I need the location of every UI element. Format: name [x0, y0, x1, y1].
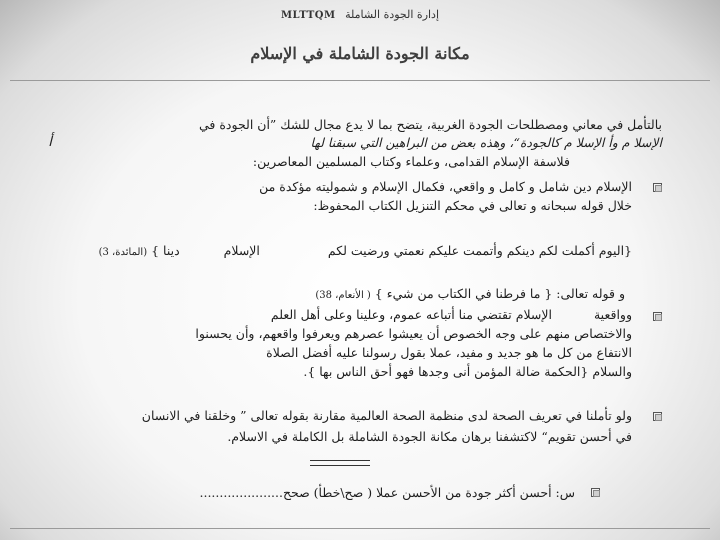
separator-double-line — [310, 460, 370, 466]
text-line-4: الإسلام دين شامل و كامل و واقعي، فكمال الإسلام و شموليته مؤكدة من — [259, 179, 632, 194]
verse-2-ref: ( الأنعام، 38) — [315, 290, 371, 301]
slide-title: مكانة الجودة الشاملة في الإسلام — [250, 44, 470, 63]
text-line-2-body: الإسلا م وأ الإسلا م كالجودة“، وهذه بعض من البراهين التي سبقنا لها — [310, 135, 662, 150]
header-divider — [10, 80, 710, 81]
text-line-9: والاختصاص منهم على وجه الخصوص أن يعيشوا عصرهم ويعرفوا واقعهم، وأن يحسنوا — [195, 326, 632, 341]
text-line-1: بالتأمل في معاني ومصطلحات الجودة الغربية، يتضح بما لا يدع مجال للشك ”أن الجودة في — [199, 117, 662, 132]
bullet-3-icon — [653, 412, 662, 421]
text-line-10: الانتفاع من كل ما هو جديد و مفيد، عملا بقول رسولنا عليه أفضل الصلاة — [266, 345, 632, 360]
text-line-8-b: الإسلام تقتضي منا أتباعه عموم، وعلينا وعلى أهل العلم — [270, 307, 552, 322]
verse-1-part-a: {اليوم أكملت لكم دينكم وأتممت عليكم نعمتي ورضيت لكم — [327, 243, 632, 258]
slide-header — [0, 8, 720, 21]
verse-1-part-c: دينا } — [151, 243, 180, 258]
bullet-2-icon — [653, 312, 662, 321]
verse-2-text: و قوله تعالى: { ما فرطنا في الكتاب من شيء } — [374, 286, 625, 301]
text-line-2 — [311, 134, 662, 151]
header-acronym: MLTTQM — [280, 10, 336, 21]
verse-1-part-b: الإسلام — [223, 243, 260, 258]
text-line-12: ولو تأملنا في تعريف الصحة لدى منظمة الصحة العالمية مقارنة بقوله تعالى ” وخلقنا في الانسان — [141, 408, 632, 423]
text-line-3: فلاسفة الإسلام القدامى، وعلماء وكتاب المسلمين المعاصرين: — [252, 154, 570, 169]
verse-1-ref: (المائدة، 3) — [98, 247, 148, 258]
question-line: س: أحسن أكثر جودة من الأحسن عملا ( صح\خطأ) صحح..................... — [199, 485, 575, 500]
text-line-8 — [271, 306, 632, 323]
text-line-11: والسلام {الحكمة ضالة المؤمن أنى وجدها فهو أحق الناس بها }. — [303, 364, 632, 379]
header-org: إدارة الجودة الشاملة — [345, 8, 440, 21]
text-line-2-prefix: أ — [48, 134, 52, 150]
bullet-1-icon — [653, 183, 662, 192]
text-line-5: خلال قوله سبحانه و تعالى في محكم التنزيل الكتاب المحفوظ: — [313, 198, 632, 213]
text-line-13: في أحسن تقويم“ لاكتشفنا برهان مكانة الجودة الشاملة بل الكاملة في الاسلام. — [227, 429, 632, 444]
quran-verse-1 — [99, 242, 632, 261]
footer-divider — [10, 528, 710, 529]
text-line-8-a: وواقعية — [593, 307, 632, 322]
quran-verse-2 — [315, 285, 625, 304]
bullet-4-icon — [591, 488, 600, 497]
